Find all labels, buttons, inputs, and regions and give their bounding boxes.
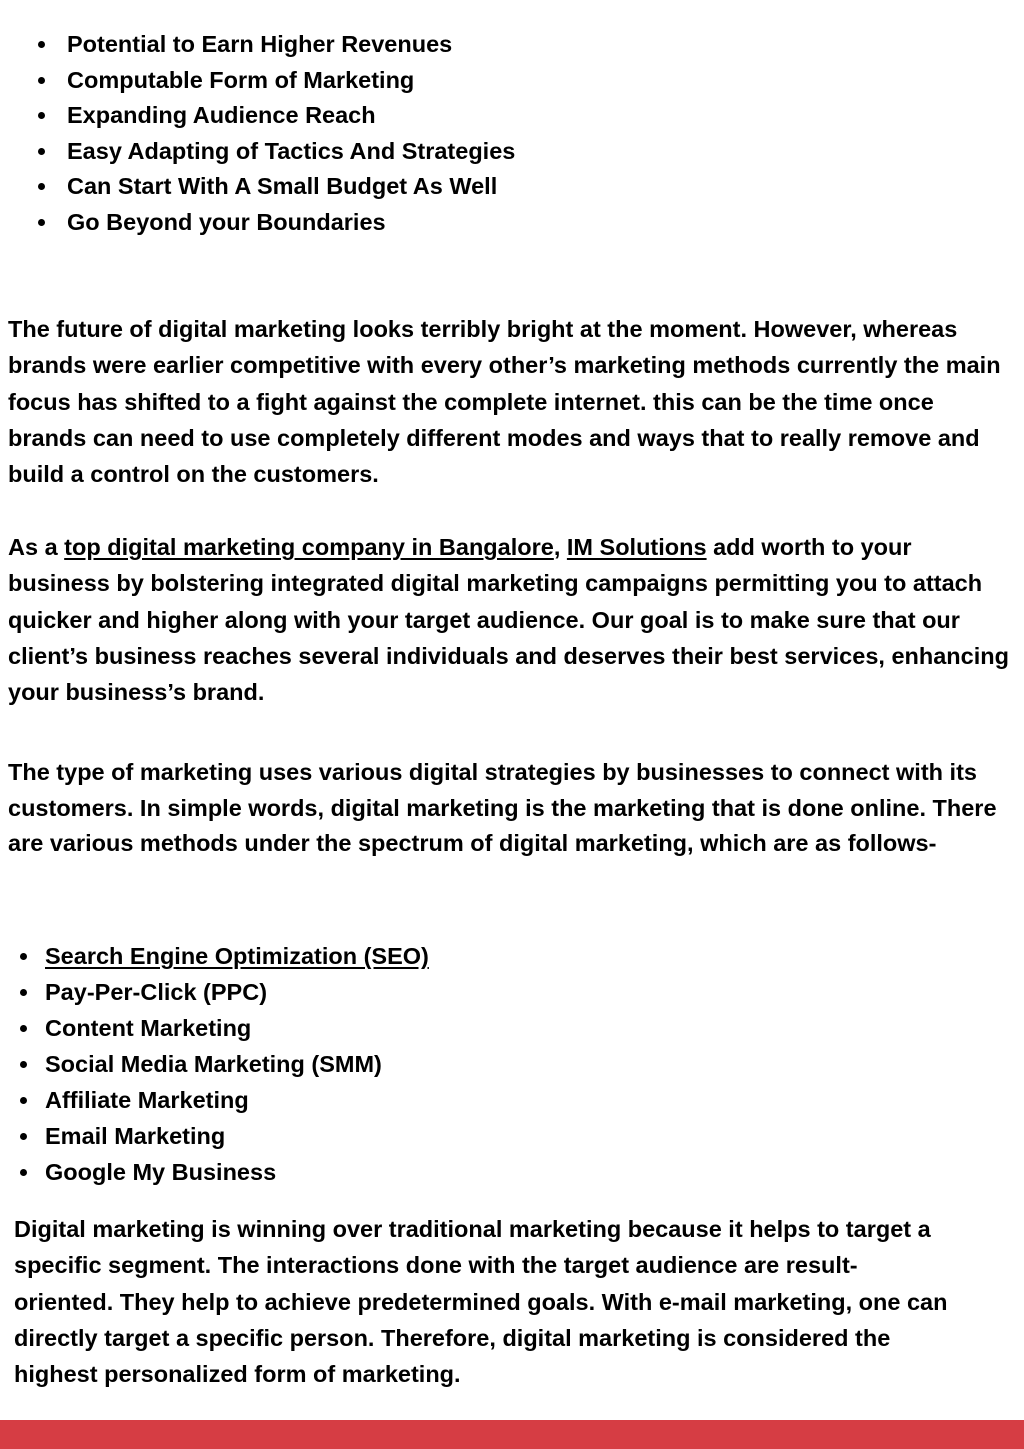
benefits-list [0, 27, 1024, 240]
paragraph-company [8, 529, 1018, 710]
list-item: Computable Form of Marketing [0, 63, 1024, 99]
paragraph-text: As a [8, 534, 65, 560]
list-item: Google My Business [0, 1154, 1024, 1190]
list-item: Potential to Earn Higher Revenues [0, 27, 1024, 63]
paragraph-conclusion: Digital marketing is winning over traditional marketing because it helps to target a specific segment. The interactions done with the target audience are result-oriented. They help to achieve predetermined goals. With e-mail marketing, one can directly target a specific person. Therefore, digital marketing is considered the highest personalized form of marketing. [14, 1216, 948, 1388]
list-item: Easy Adapting of Tactics And Strategies [0, 134, 1024, 170]
paragraph-future: The future of digital marketing looks terribly bright at the moment. However, whereas brands were earlier competitive with every other’s marketing methods currently the main focus has shifted to a fight against the complete internet. this can be the time once brands can need to use completely different modes and ways that to really remove and build a control on the customers. [8, 316, 1001, 488]
list-item: Social Media Marketing (SMM) [0, 1046, 1024, 1082]
footer-bar [0, 1420, 1024, 1449]
paragraph-types: The type of marketing uses various digital strategies by businesses to connect with its customers. In simple words, digital marketing is the marketing that is done online. There are various methods under the spectrum of digital marketing, which are as follows- [8, 759, 997, 856]
seo-link[interactable]: Search Engine Optimization (SEO) [45, 943, 429, 969]
list-item: Email Marketing [0, 1118, 1024, 1154]
paragraph-text: , [553, 534, 567, 560]
list-item: Expanding Audience Reach [0, 98, 1024, 134]
list-item: Content Marketing [0, 1010, 1024, 1046]
list-item: Affiliate Marketing [0, 1082, 1024, 1118]
list-item [0, 938, 1024, 974]
im-solutions-link[interactable]: IM Solutions [566, 534, 707, 560]
list-item: Go Beyond your Boundaries [0, 205, 1024, 241]
paragraph-text: add worth to your business by bolstering integrated digital marketing campaigns permitting you to attach quicker and higher along with your target audience. Our goal is to make sure that our client’s business reaches several individuals and deserves their best services, enhancing your business’s brand. [8, 534, 1009, 706]
list-item: Can Start With A Small Budget As Well [0, 169, 1024, 205]
methods-list [0, 938, 1024, 1190]
company-link[interactable]: top digital marketing company in Bangalore [64, 534, 554, 560]
list-item: Pay-Per-Click (PPC) [0, 974, 1024, 1010]
